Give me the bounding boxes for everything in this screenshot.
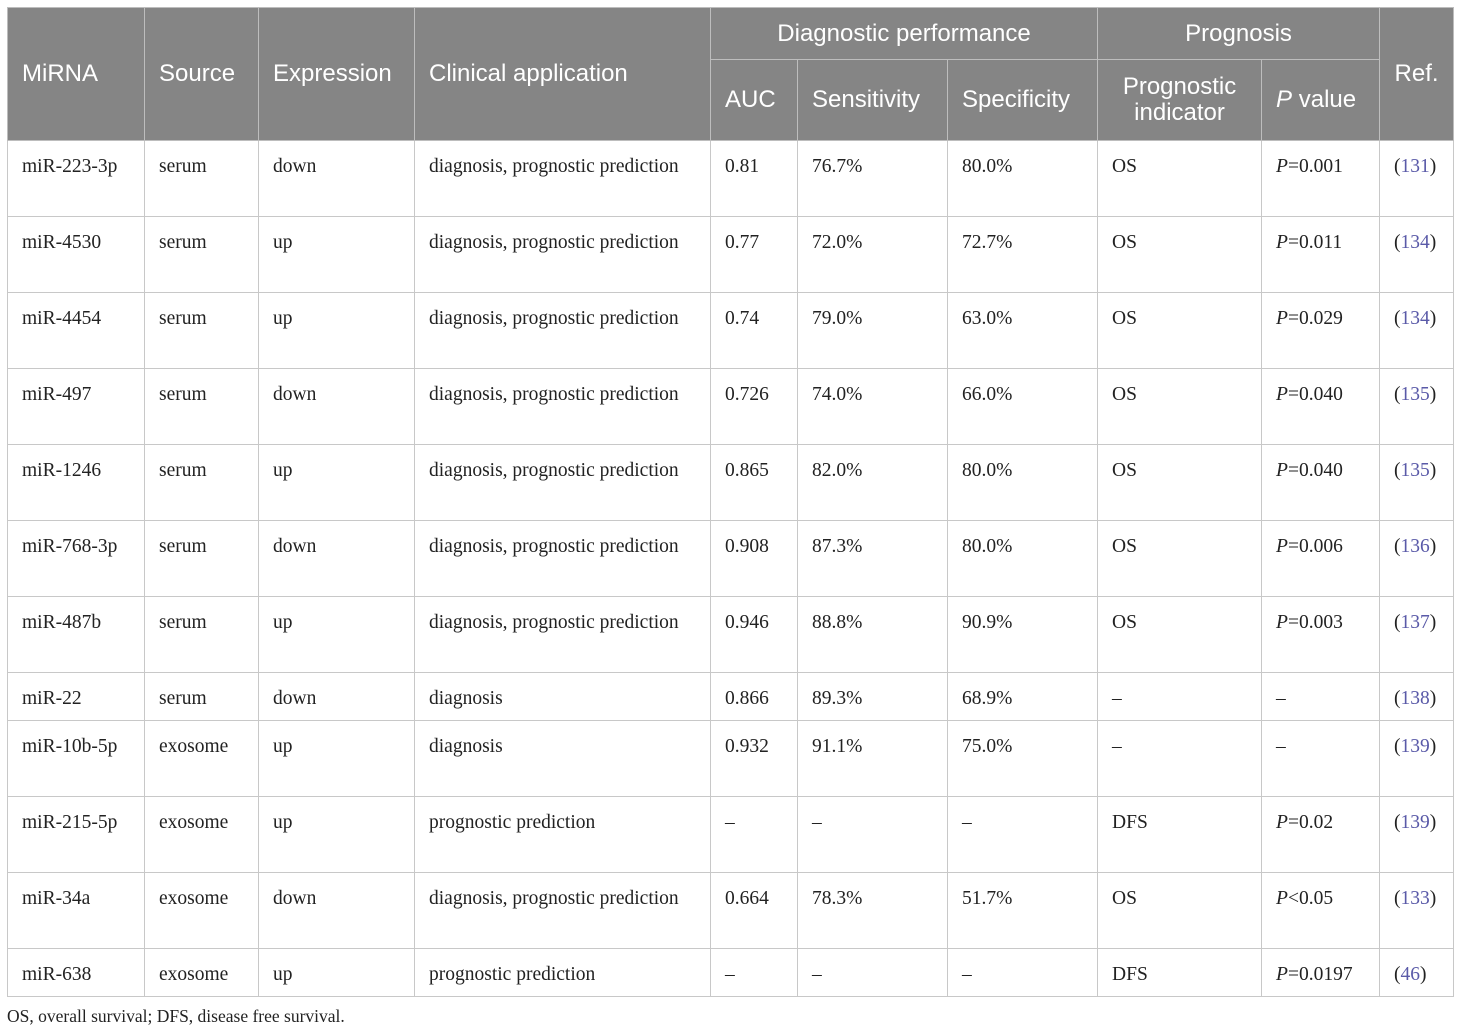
ref-link[interactable]: 137 bbox=[1400, 612, 1430, 633]
ref-open-paren: ( bbox=[1394, 232, 1401, 253]
table-row bbox=[8, 521, 1454, 597]
p-value-text: – bbox=[1276, 688, 1286, 709]
cell-sensitivity: – bbox=[798, 797, 948, 873]
cell-sensitivity: 78.3% bbox=[798, 873, 948, 949]
cell-p-value bbox=[1262, 445, 1380, 521]
p-italic: P bbox=[1276, 536, 1288, 557]
cell-prognostic-indicator: OS bbox=[1098, 521, 1262, 597]
cell-specificity: 63.0% bbox=[948, 293, 1098, 369]
header-source: Source bbox=[145, 8, 259, 141]
ref-open-paren: ( bbox=[1394, 812, 1401, 833]
table-row bbox=[8, 445, 1454, 521]
cell-source: serum bbox=[145, 673, 259, 721]
table-row bbox=[8, 217, 1454, 293]
p-value-text: – bbox=[1276, 736, 1286, 757]
ref-open-paren: ( bbox=[1394, 888, 1401, 909]
ref-close-paren: ) bbox=[1429, 460, 1437, 481]
cell-auc: 0.664 bbox=[711, 873, 798, 949]
cell-specificity: 90.9% bbox=[948, 597, 1098, 673]
cell-p-value bbox=[1262, 521, 1380, 597]
cell-sensitivity: – bbox=[798, 949, 948, 997]
cell-specificity: – bbox=[948, 949, 1098, 997]
cell-expression: up bbox=[259, 445, 415, 521]
ref-open-paren: ( bbox=[1394, 384, 1401, 405]
cell-sensitivity: 79.0% bbox=[798, 293, 948, 369]
p-italic: P bbox=[1276, 964, 1288, 985]
cell-p-value bbox=[1262, 217, 1380, 293]
cell-ref bbox=[1380, 217, 1454, 293]
p-italic: P bbox=[1276, 232, 1288, 253]
cell-expression: up bbox=[259, 721, 415, 797]
p-italic: P bbox=[1276, 460, 1288, 481]
cell-auc: 0.726 bbox=[711, 369, 798, 445]
ref-link[interactable]: 131 bbox=[1400, 156, 1430, 177]
cell-mirna: miR-768-3p bbox=[8, 521, 145, 597]
ref-link[interactable]: 46 bbox=[1400, 964, 1421, 985]
cell-clinical-application: diagnosis, prognostic prediction bbox=[415, 445, 711, 521]
ref-open-paren: ( bbox=[1394, 688, 1401, 709]
cell-source: serum bbox=[145, 521, 259, 597]
ref-link[interactable]: 133 bbox=[1400, 888, 1430, 909]
p-italic: P bbox=[1276, 156, 1288, 177]
cell-expression: up bbox=[259, 217, 415, 293]
cell-ref bbox=[1380, 721, 1454, 797]
table-row bbox=[8, 293, 1454, 369]
cell-clinical-application: diagnosis bbox=[415, 673, 711, 721]
p-value-text: =0.040 bbox=[1287, 384, 1343, 405]
cell-source: serum bbox=[145, 445, 259, 521]
p-italic: P bbox=[1276, 384, 1288, 405]
cell-prognostic-indicator: OS bbox=[1098, 217, 1262, 293]
header-p-value bbox=[1262, 60, 1380, 141]
cell-prognostic-indicator: OS bbox=[1098, 873, 1262, 949]
cell-auc: 0.946 bbox=[711, 597, 798, 673]
ref-link[interactable]: 138 bbox=[1400, 688, 1430, 709]
cell-source: serum bbox=[145, 369, 259, 445]
cell-prognostic-indicator: – bbox=[1098, 673, 1262, 721]
cell-ref bbox=[1380, 949, 1454, 997]
cell-mirna: miR-4454 bbox=[8, 293, 145, 369]
cell-prognostic-indicator: OS bbox=[1098, 597, 1262, 673]
table-row bbox=[8, 369, 1454, 445]
cell-clinical-application: prognostic prediction bbox=[415, 949, 711, 997]
ref-close-paren: ) bbox=[1429, 812, 1437, 833]
cell-clinical-application: diagnosis, prognostic prediction bbox=[415, 873, 711, 949]
cell-prognostic-indicator: DFS bbox=[1098, 949, 1262, 997]
header-prognosis: Prognosis bbox=[1098, 8, 1380, 60]
ref-close-paren: ) bbox=[1429, 612, 1437, 633]
cell-ref bbox=[1380, 445, 1454, 521]
ref-close-paren: ) bbox=[1429, 384, 1437, 405]
cell-source: serum bbox=[145, 293, 259, 369]
p-italic: P bbox=[1276, 612, 1288, 633]
cell-specificity: 80.0% bbox=[948, 521, 1098, 597]
p-italic: P bbox=[1276, 308, 1288, 329]
ref-open-paren: ( bbox=[1394, 460, 1401, 481]
cell-p-value bbox=[1262, 721, 1380, 797]
cell-auc: – bbox=[711, 949, 798, 997]
ref-open-paren: ( bbox=[1394, 536, 1401, 557]
table-row bbox=[8, 673, 1454, 721]
ref-close-paren: ) bbox=[1429, 156, 1437, 177]
ref-open-paren: ( bbox=[1394, 308, 1401, 329]
cell-expression: down bbox=[259, 141, 415, 217]
cell-prognostic-indicator: OS bbox=[1098, 445, 1262, 521]
ref-open-paren: ( bbox=[1394, 736, 1401, 757]
cell-sensitivity: 89.3% bbox=[798, 673, 948, 721]
ref-link[interactable]: 134 bbox=[1400, 308, 1430, 329]
p-value-text: =0.011 bbox=[1287, 232, 1343, 253]
p-value-text: =0.006 bbox=[1287, 536, 1343, 557]
cell-source: exosome bbox=[145, 797, 259, 873]
cell-ref bbox=[1380, 369, 1454, 445]
cell-ref bbox=[1380, 141, 1454, 217]
ref-close-paren: ) bbox=[1429, 308, 1437, 329]
table-row bbox=[8, 949, 1454, 997]
p-value-text: =0.02 bbox=[1287, 812, 1334, 833]
cell-expression: up bbox=[259, 797, 415, 873]
cell-clinical-application: diagnosis, prognostic prediction bbox=[415, 597, 711, 673]
cell-auc: 0.77 bbox=[711, 217, 798, 293]
cell-source: exosome bbox=[145, 721, 259, 797]
cell-expression: down bbox=[259, 673, 415, 721]
cell-mirna: miR-22 bbox=[8, 673, 145, 721]
cell-source: serum bbox=[145, 141, 259, 217]
cell-clinical-application: diagnosis, prognostic prediction bbox=[415, 369, 711, 445]
ref-close-paren: ) bbox=[1420, 964, 1427, 985]
cell-prognostic-indicator: DFS bbox=[1098, 797, 1262, 873]
table-row bbox=[8, 721, 1454, 797]
cell-auc: 0.932 bbox=[711, 721, 798, 797]
table-row bbox=[8, 797, 1454, 873]
cell-auc: 0.866 bbox=[711, 673, 798, 721]
cell-sensitivity: 88.8% bbox=[798, 597, 948, 673]
cell-p-value bbox=[1262, 369, 1380, 445]
header-mirna: MiRNA bbox=[8, 8, 145, 141]
cell-clinical-application: diagnosis, prognostic prediction bbox=[415, 217, 711, 293]
ref-link[interactable]: 139 bbox=[1400, 812, 1430, 833]
cell-mirna: miR-638 bbox=[8, 949, 145, 997]
header-clinical-application: Clinical application bbox=[415, 8, 711, 141]
cell-mirna: miR-10b-5p bbox=[8, 721, 145, 797]
cell-p-value bbox=[1262, 949, 1380, 997]
cell-p-value bbox=[1262, 797, 1380, 873]
cell-p-value bbox=[1262, 293, 1380, 369]
header-sensitivity: Sensitivity bbox=[798, 60, 948, 141]
cell-mirna: miR-4530 bbox=[8, 217, 145, 293]
cell-source: exosome bbox=[145, 949, 259, 997]
ref-link[interactable]: 139 bbox=[1400, 736, 1430, 757]
cell-auc: 0.865 bbox=[711, 445, 798, 521]
cell-auc: – bbox=[711, 797, 798, 873]
table-row bbox=[8, 141, 1454, 217]
cell-mirna: miR-497 bbox=[8, 369, 145, 445]
header-expression: Expression bbox=[259, 8, 415, 141]
table-container bbox=[7, 7, 1453, 997]
p-value-text: =0.040 bbox=[1287, 460, 1343, 481]
cell-p-value bbox=[1262, 873, 1380, 949]
table-row bbox=[8, 873, 1454, 949]
header-p-italic: P bbox=[1276, 86, 1293, 113]
ref-close-paren: ) bbox=[1429, 232, 1437, 253]
ref-link[interactable]: 135 bbox=[1400, 460, 1430, 481]
cell-clinical-application: diagnosis, prognostic prediction bbox=[415, 293, 711, 369]
cell-auc: 0.908 bbox=[711, 521, 798, 597]
ref-link[interactable]: 134 bbox=[1400, 232, 1430, 253]
cell-expression: down bbox=[259, 873, 415, 949]
header-ref: Ref. bbox=[1380, 8, 1454, 141]
cell-prognostic-indicator: OS bbox=[1098, 293, 1262, 369]
cell-sensitivity: 82.0% bbox=[798, 445, 948, 521]
ref-open-paren: ( bbox=[1394, 612, 1401, 633]
table-footnote: OS, overall survival; DFS, disease free survival. bbox=[7, 1006, 345, 1026]
p-value-text: <0.05 bbox=[1287, 888, 1334, 909]
ref-close-paren: ) bbox=[1429, 536, 1437, 557]
header-p-value-rest: value bbox=[1292, 86, 1357, 113]
ref-link[interactable]: 136 bbox=[1400, 536, 1430, 557]
cell-clinical-application: diagnosis, prognostic prediction bbox=[415, 521, 711, 597]
table-row bbox=[8, 597, 1454, 673]
cell-specificity: 80.0% bbox=[948, 445, 1098, 521]
cell-expression: up bbox=[259, 597, 415, 673]
cell-prognostic-indicator: OS bbox=[1098, 141, 1262, 217]
cell-prognostic-indicator: OS bbox=[1098, 369, 1262, 445]
cell-expression: up bbox=[259, 293, 415, 369]
header-specificity: Specificity bbox=[948, 60, 1098, 141]
cell-mirna: miR-1246 bbox=[8, 445, 145, 521]
cell-sensitivity: 74.0% bbox=[798, 369, 948, 445]
cell-source: serum bbox=[145, 217, 259, 293]
cell-ref bbox=[1380, 797, 1454, 873]
cell-ref bbox=[1380, 873, 1454, 949]
cell-ref bbox=[1380, 597, 1454, 673]
cell-auc: 0.74 bbox=[711, 293, 798, 369]
p-value-text: =0.001 bbox=[1287, 156, 1343, 177]
cell-specificity: 66.0% bbox=[948, 369, 1098, 445]
ref-link[interactable]: 135 bbox=[1400, 384, 1430, 405]
cell-p-value bbox=[1262, 597, 1380, 673]
cell-mirna: miR-223-3p bbox=[8, 141, 145, 217]
cell-sensitivity: 91.1% bbox=[798, 721, 948, 797]
cell-mirna: miR-34a bbox=[8, 873, 145, 949]
cell-sensitivity: 76.7% bbox=[798, 141, 948, 217]
p-value-text: =0.0197 bbox=[1287, 964, 1353, 985]
cell-specificity: 75.0% bbox=[948, 721, 1098, 797]
cell-clinical-application: prognostic prediction bbox=[415, 797, 711, 873]
cell-ref bbox=[1380, 673, 1454, 721]
cell-specificity: 80.0% bbox=[948, 141, 1098, 217]
cell-specificity: – bbox=[948, 797, 1098, 873]
ref-close-paren: ) bbox=[1429, 688, 1437, 709]
header-prognostic-indicator: Prognostic indicator bbox=[1098, 60, 1262, 141]
cell-mirna: miR-215-5p bbox=[8, 797, 145, 873]
p-italic: P bbox=[1276, 812, 1288, 833]
table-body bbox=[8, 141, 1454, 997]
ref-close-paren: ) bbox=[1429, 736, 1437, 757]
p-value-text: =0.003 bbox=[1287, 612, 1343, 633]
p-value-text: =0.029 bbox=[1287, 308, 1343, 329]
cell-auc: 0.81 bbox=[711, 141, 798, 217]
cell-mirna: miR-487b bbox=[8, 597, 145, 673]
cell-sensitivity: 87.3% bbox=[798, 521, 948, 597]
cell-clinical-application: diagnosis, prognostic prediction bbox=[415, 141, 711, 217]
cell-specificity: 51.7% bbox=[948, 873, 1098, 949]
cell-expression: down bbox=[259, 369, 415, 445]
ref-open-paren: ( bbox=[1394, 964, 1401, 985]
header-diagnostic-performance: Diagnostic performance bbox=[711, 8, 1098, 60]
cell-ref bbox=[1380, 521, 1454, 597]
cell-p-value bbox=[1262, 141, 1380, 217]
cell-expression: up bbox=[259, 949, 415, 997]
cell-sensitivity: 72.0% bbox=[798, 217, 948, 293]
cell-source: exosome bbox=[145, 873, 259, 949]
cell-specificity: 72.7% bbox=[948, 217, 1098, 293]
cell-p-value bbox=[1262, 673, 1380, 721]
ref-close-paren: ) bbox=[1429, 888, 1437, 909]
cell-specificity: 68.9% bbox=[948, 673, 1098, 721]
p-italic: P bbox=[1276, 888, 1288, 909]
cell-expression: down bbox=[259, 521, 415, 597]
cell-source: serum bbox=[145, 597, 259, 673]
cell-clinical-application: diagnosis bbox=[415, 721, 711, 797]
cell-prognostic-indicator: – bbox=[1098, 721, 1262, 797]
header-auc: AUC bbox=[711, 60, 798, 141]
cell-ref bbox=[1380, 293, 1454, 369]
ref-open-paren: ( bbox=[1394, 156, 1401, 177]
table-header bbox=[8, 8, 1454, 141]
mirna-table bbox=[7, 7, 1454, 997]
